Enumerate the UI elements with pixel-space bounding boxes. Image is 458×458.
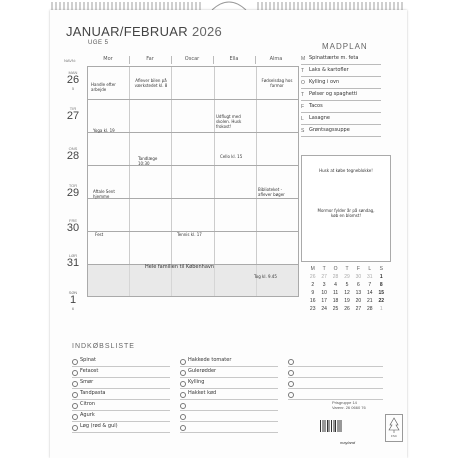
grid-cell[interactable] xyxy=(88,265,130,296)
grid-cell[interactable] xyxy=(172,166,214,198)
grid-cell[interactable] xyxy=(130,199,172,231)
checkbox-icon[interactable] xyxy=(180,403,186,409)
shopping-item[interactable]: Fetaost xyxy=(72,367,170,378)
shopping-item[interactable] xyxy=(180,422,278,433)
fsc-label: FSC xyxy=(391,434,397,438)
shopping-item[interactable]: Agurk xyxy=(72,411,170,422)
person-far: Far xyxy=(146,56,154,62)
checkbox-icon[interactable] xyxy=(288,392,294,398)
madplan-row: L Lasagne xyxy=(301,114,381,125)
shopping-item[interactable]: Spinat xyxy=(72,356,170,367)
checkbox-icon[interactable] xyxy=(72,392,78,398)
day-label-thu: TOR 29 xyxy=(66,183,80,199)
shopping-item[interactable]: Løg (rød & gul) xyxy=(72,422,170,433)
grid-row-fri xyxy=(88,199,298,232)
shopping-column-2 xyxy=(180,356,278,433)
grid-cell[interactable] xyxy=(172,67,214,99)
mini-calendar-row: 9 10 11 12 13 14 15 xyxy=(311,290,385,296)
note-tue-mor: Yoga kl. 19 xyxy=(93,128,115,133)
grid-cell[interactable] xyxy=(130,100,172,132)
grid-cell[interactable] xyxy=(172,133,214,165)
madplan-row: S Grøntsagssuppe xyxy=(301,126,381,137)
checkbox-icon[interactable] xyxy=(72,381,78,387)
shopping-item[interactable]: Citron xyxy=(72,400,170,411)
name-label: NAVN: xyxy=(64,58,76,63)
grid-row-wed xyxy=(88,133,298,166)
note-mon-far: Aflever bilen på værkstedet kl. 8 xyxy=(134,78,168,88)
note-mon-alma: Fødselsdag hos farmor xyxy=(261,78,293,88)
note-tue-ella: Udflugt med skolen. Husk frokost! xyxy=(216,114,242,129)
barcode-icon xyxy=(320,420,342,434)
person-oscar: Oscar xyxy=(184,56,200,62)
shopping-column-3 xyxy=(288,356,383,400)
checkbox-icon[interactable] xyxy=(72,403,78,409)
grid-cell[interactable] xyxy=(130,166,172,198)
grid-cell[interactable] xyxy=(172,100,214,132)
divider xyxy=(213,56,214,64)
checkbox-icon[interactable] xyxy=(288,359,294,365)
grid-cell[interactable] xyxy=(215,232,257,264)
week-grid xyxy=(87,66,299,297)
grid-cell[interactable] xyxy=(215,265,257,296)
fsc-logo-icon xyxy=(385,414,403,442)
madplan-row: M Spinattærte m. feta xyxy=(301,54,381,65)
checkbox-icon[interactable] xyxy=(180,359,186,365)
mini-calendar-row: 2 3 4 5 6 7 8 xyxy=(311,282,383,288)
grid-cell[interactable] xyxy=(215,166,257,198)
madplan-row: T Pølser og spaghetti xyxy=(301,90,381,101)
notes-box[interactable] xyxy=(301,155,391,262)
shopping-item[interactable] xyxy=(180,411,278,422)
note-fri-mor: Fest xyxy=(95,232,104,237)
day-label-fri: FRE 30 xyxy=(66,218,80,234)
checkbox-icon[interactable] xyxy=(288,370,294,376)
mini-calendar-row: 26 27 28 29 30 31 1 xyxy=(309,274,383,280)
shopping-list-title: INDKØBSLISTE xyxy=(72,343,135,350)
person-ella: Ella xyxy=(229,56,239,62)
checkbox-icon[interactable] xyxy=(72,414,78,420)
day-label-mon: MAN 26 5 xyxy=(66,70,80,91)
note-thu-mor: Aftale Sent hjemme xyxy=(93,189,115,199)
checkbox-icon[interactable] xyxy=(72,370,78,376)
person-alma: Alma xyxy=(269,56,283,62)
divider xyxy=(255,56,256,64)
note-wed-ella: Cello kl. 15 xyxy=(220,154,243,159)
shopping-item[interactable]: Hakket kød xyxy=(180,389,278,400)
grid-cell[interactable] xyxy=(215,67,257,99)
grid-cell[interactable] xyxy=(215,133,257,165)
checkbox-icon[interactable] xyxy=(180,414,186,420)
page-title: JANUAR/FEBRUAR 2026 xyxy=(66,24,223,39)
shopping-item[interactable]: Gulerødder xyxy=(180,367,278,378)
day-label-sat: LØR 31 xyxy=(66,253,80,269)
note-thu-alma: Biblioteket - aflever bøger xyxy=(258,187,285,197)
madplan-row: T Laks & kartofler xyxy=(301,66,381,77)
divider xyxy=(171,56,172,64)
price-group-info: Prisgruppe 14 Varenr. 26 0660 76 xyxy=(332,400,366,410)
mini-calendar-header: M T O T F L S xyxy=(310,266,383,272)
note-sat-all: Hele familien til København xyxy=(145,264,215,270)
mini-calendar-row: 23 24 25 26 27 28 1 xyxy=(309,306,383,312)
day-label-sun: SØN 1 6 xyxy=(68,290,78,311)
grid-cell[interactable] xyxy=(257,133,298,165)
grid-cell[interactable] xyxy=(257,199,298,231)
checkbox-icon[interactable] xyxy=(72,425,78,431)
shopping-column-1 xyxy=(72,356,170,433)
checkbox-icon[interactable] xyxy=(180,370,186,376)
grid-cell[interactable] xyxy=(257,265,298,296)
day-label-tue: TIR 27 xyxy=(66,106,80,122)
checkbox-icon[interactable] xyxy=(180,425,186,431)
shopping-item[interactable] xyxy=(288,378,383,389)
grid-cell[interactable] xyxy=(215,199,257,231)
shopping-item[interactable] xyxy=(288,389,383,400)
grid-row-tue xyxy=(88,100,298,133)
brand-logo: mayland xyxy=(340,440,356,445)
grid-cell[interactable] xyxy=(257,100,298,132)
checkbox-icon[interactable] xyxy=(180,381,186,387)
day-label-wed: ONS 28 xyxy=(66,146,80,162)
mini-calendar-row: 16 17 18 19 20 21 22 xyxy=(309,298,385,304)
note-fri-oscar: Tennis kl. 17 xyxy=(177,232,202,237)
grid-cell[interactable] xyxy=(257,232,298,264)
notes-line-2: Mormor fylder år på søndag, køb en blomst! xyxy=(317,208,375,218)
shopping-item[interactable]: Hakkede tomater xyxy=(180,356,278,367)
madplan-row: O Kylling i ovn xyxy=(301,78,381,89)
grid-cell[interactable] xyxy=(88,133,130,165)
shopping-item[interactable]: Tandpasta xyxy=(72,389,170,400)
note-wed-far: Tandlæge 10:30 xyxy=(138,156,158,166)
checkbox-icon[interactable] xyxy=(288,381,294,387)
checkbox-icon[interactable] xyxy=(180,392,186,398)
shopping-item[interactable] xyxy=(288,356,383,367)
madplan-title: MADPLAN xyxy=(322,42,368,51)
note-sat-time: Tog kl. 9.45 xyxy=(254,274,277,279)
week-label: UGE 5 xyxy=(88,40,109,46)
note-mon-mor: Handle efter arbejde xyxy=(91,82,116,92)
notes-line-1: Husk at købe tegneblokke! xyxy=(319,168,373,173)
grid-cell[interactable] xyxy=(172,199,214,231)
shopping-item[interactable]: Smør xyxy=(72,378,170,389)
person-mor: Mor xyxy=(103,56,113,62)
shopping-item[interactable] xyxy=(288,367,383,378)
grid-cell[interactable] xyxy=(130,232,172,264)
madplan-row: F Tacos xyxy=(301,102,381,113)
grid-cell[interactable] xyxy=(88,199,130,231)
divider xyxy=(129,56,130,64)
checkbox-icon[interactable] xyxy=(72,359,78,365)
shopping-item[interactable] xyxy=(180,400,278,411)
mini-calendar xyxy=(307,266,387,312)
shopping-item[interactable]: Kylling xyxy=(180,378,278,389)
